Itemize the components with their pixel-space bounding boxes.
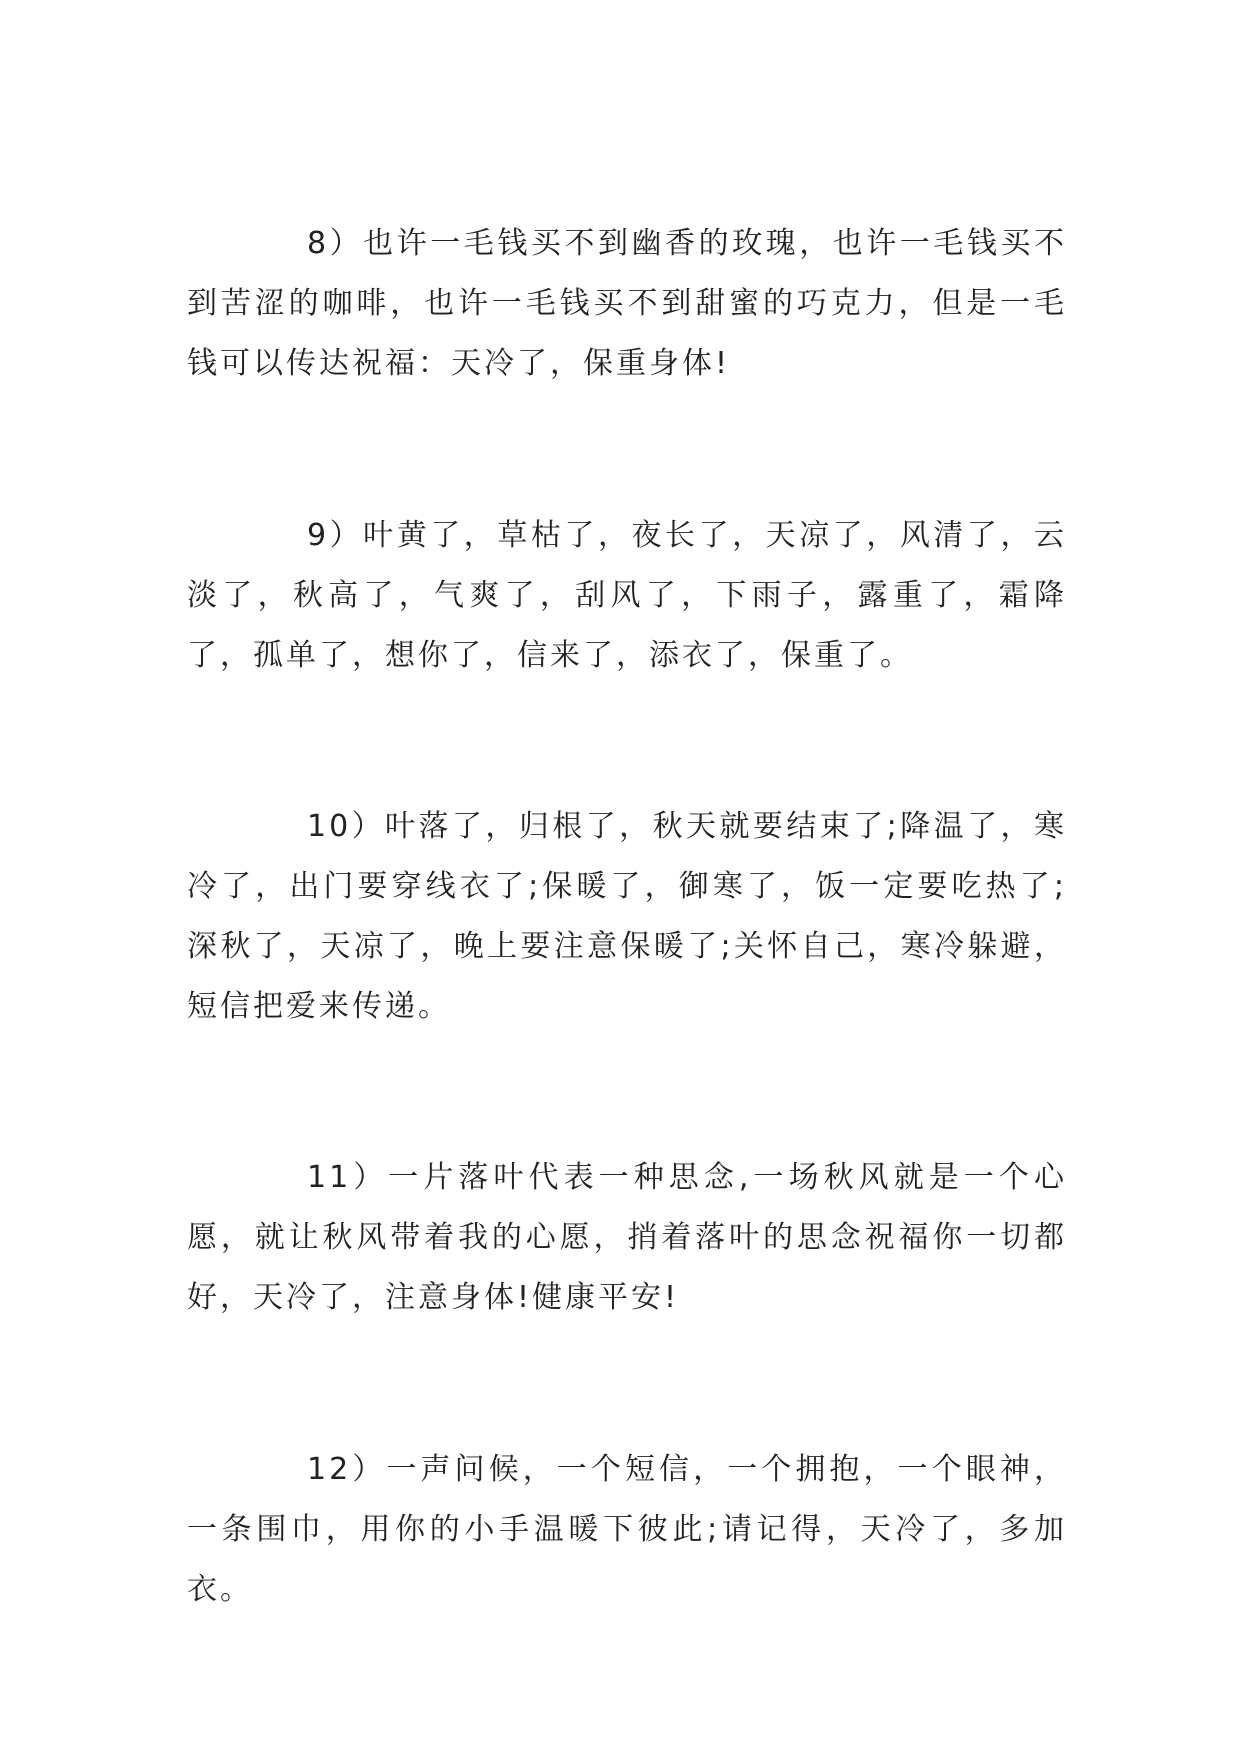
paragraph-10: 10）叶落了，归根了，秋天就要结束了;降温了，寒冷了，出门要穿线衣了;保暖了，御寒了，饭一定要吃热了;深秋了，天凉了，晚上要注意保暖了;关怀自己，寒冷躲避，短信把爱来传递。 [187, 809, 1067, 1024]
paragraph-12: 12）一声问候，一个短信，一个拥抱，一个眼神，一条围巾，用你的小手温暖下彼此;请记得，天冷了，多加衣。 [187, 1452, 1067, 1607]
paragraph-8: 8）也许一毛钱买不到幽香的玫瑰，也许一毛钱买不到苦涩的咖啡，也许一毛钱买不到甜蜜的巧克力，但是一毛钱可以传达祝福：天冷了，保重身体! [187, 226, 1067, 381]
paragraph-9: 9）叶黄了，草枯了，夜长了，天凉了，风清了，云淡了，秋高了，气爽了，刮风了，下雨子，露重了，霜降了，孤单了，想你了，信来了，添衣了，保重了。 [187, 518, 1067, 673]
paragraph-11: 11）一片落叶代表一种思念,一场秋风就是一个心愿，就让秋风带着我的心愿，捎着落叶的思念祝福你一切都好，天冷了，注意身体!健康平安! [187, 1160, 1067, 1315]
